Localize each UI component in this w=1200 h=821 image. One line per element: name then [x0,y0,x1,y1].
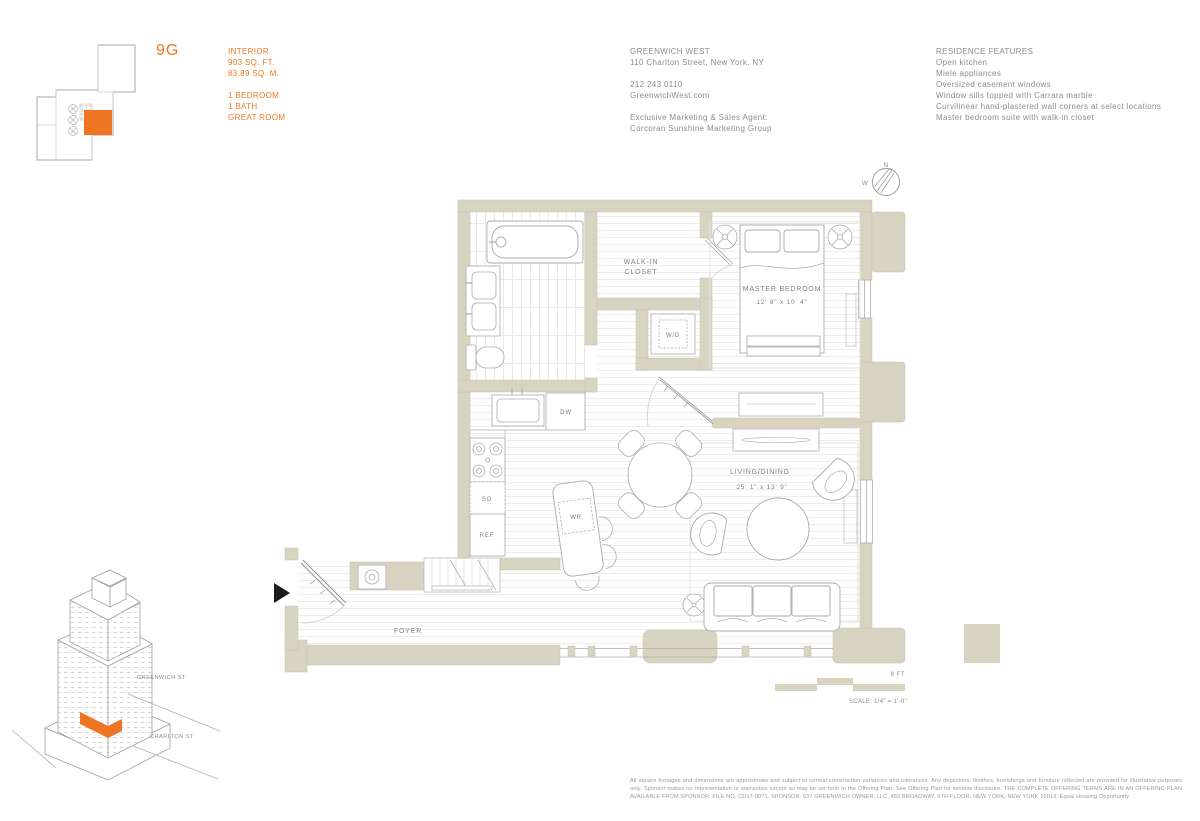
street-charlton-label: CHARLTON ST [150,734,194,740]
wine-ref-label: WR [570,515,582,521]
scale-bar [775,672,907,705]
walk-in-closet-label2: CLOSET [624,269,658,276]
foyer-fixture [358,565,386,589]
feature-item: Open kitchen [936,58,988,67]
walk-in-closet-label: WALK-IN [623,259,659,266]
bathtub [487,221,583,263]
feature-item: Oversized casement windows [936,80,1051,89]
master-bedroom-dims: 12' 8" x 10' 4" [756,299,808,306]
unit-number: 9G [156,42,180,59]
features-title: RESIDENCE FEATURES [936,47,1034,56]
floor-plan [274,200,1000,672]
compass-west-label: W [861,180,868,187]
feature-item: Miele appliances [936,69,1002,78]
feature-item: Master bedroom suite with walk-in closet [936,113,1095,122]
area-sqm: 83.89 SQ. M. [228,69,280,78]
dishwasher-label: DW [560,410,572,416]
cooktop [470,438,505,482]
street-greenwich-label: GREENWICH ST [137,675,186,681]
website-link: GreenwichWest.com [630,91,710,100]
building-locator [12,315,220,780]
config-bedroom: 1 BEDROOM [228,91,280,100]
compass-north-label: N [883,162,889,169]
sofa [704,583,840,631]
nightstand-right [828,225,852,249]
credenza [733,429,819,451]
refrigerator-label: REF [479,533,495,539]
foyer-label: FOYER [393,628,423,635]
building-name: GREENWICH WEST [630,47,711,56]
key-plan-unit-highlight [84,110,112,135]
key-plan [37,45,135,160]
compass-icon [862,162,900,196]
scale-length-label: 8 FT [890,672,905,678]
toilet [466,345,504,370]
feature-item: Curvilinear hand-plastered wall corners at select locations [936,102,1162,111]
coffee-table [747,498,809,560]
agent-name: Corcoran Sunshine Marketing Group [630,124,772,133]
area-sqft: 903 SQ. FT. [228,58,275,67]
feature-item: Window sills topped with Carrara marble [936,91,1093,100]
config-bath: 1 BATH [228,102,258,111]
living-dining-label: LIVING/DINING [730,469,790,476]
side-table [683,594,705,616]
bed-bench [747,336,820,356]
nightstand-left [713,225,737,249]
master-bedroom-label: MASTER BEDROOM [742,286,822,293]
phone-number: 212 243 0110 [630,80,683,89]
config-greatroom: GREAT ROOM [228,113,286,122]
entry-arrow-marker [274,583,290,603]
bedroom-dresser [739,393,823,416]
bathroom-vanity [466,266,500,336]
scale-ratio-label: SCALE: 1/4" = 1'-0" [849,699,907,705]
foyer-closet [424,558,500,592]
washer-dryer-label: W/D [665,333,681,339]
agent-intro: Exclusive Marketing & Sales Agent: [630,113,768,122]
living-dining-dims: 25' 1" x 13' 9" [736,484,788,491]
building-address: 110 Charlton Street, New York, NY [630,58,765,67]
speed-oven-label: SO [481,497,493,503]
legal-disclaimer: All square footages and dimensions are approximate and subject to normal construction variances and tolerances. Any depictions, finishes, furnishings and furniture reflected are provided for illustrative purposes only. Sponsor makes no representation or warranties except as may be set forth in the Offering Plan. See Offering Plan for window disclosure. THE COMPLETE OFFERING TERMS ARE IN AN OFFERING PLAN AVAILABLE FROM SPONSOR. FILE NO. CD17-0071. SPONSOR: 537 GREENWICH OWNER, LLC, 483 BROADWAY, 5TH FLOOR, NEW YORK, NEW YORK 10013. Equal Housing Opportunity. [630,778,1182,801]
interior-label: INTERIOR [228,47,270,56]
